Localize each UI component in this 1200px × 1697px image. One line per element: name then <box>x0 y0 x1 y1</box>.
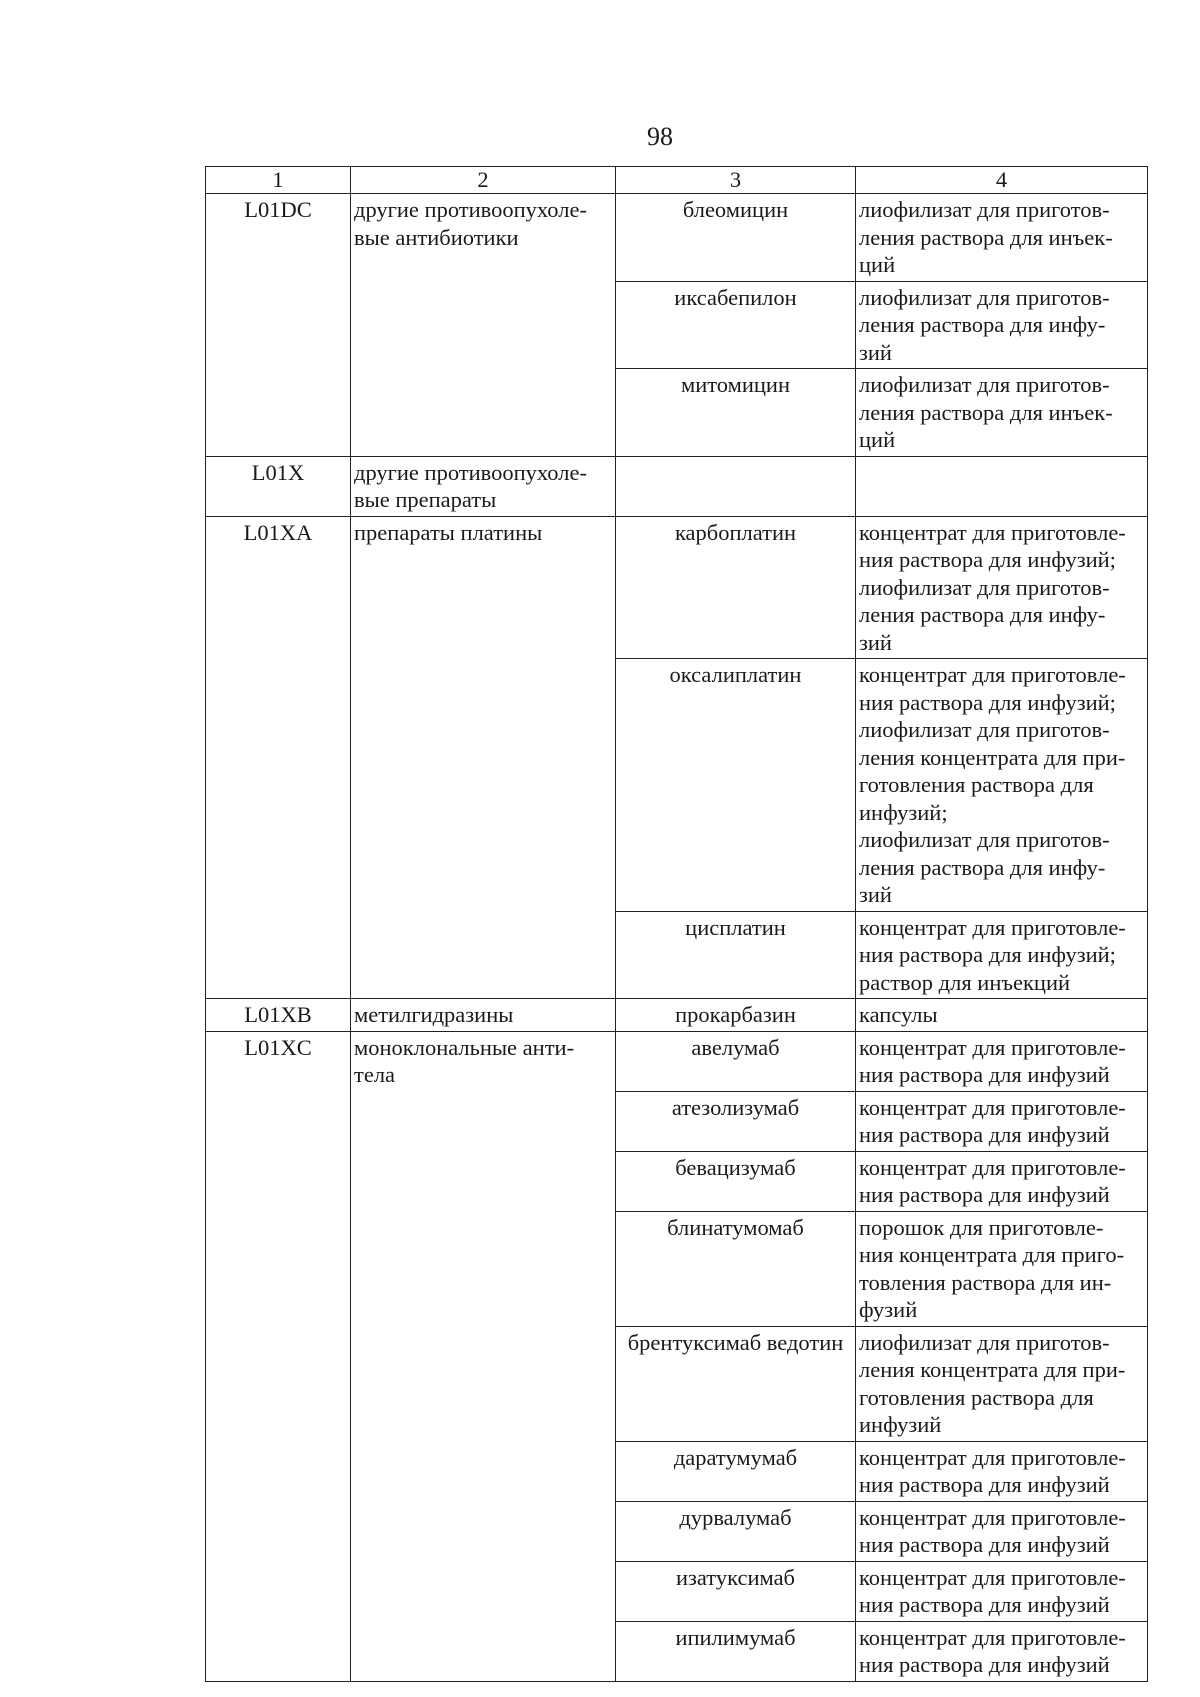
drug-name-cell: блинатумомаб <box>616 1211 856 1326</box>
dosage-form-cell <box>856 456 1148 516</box>
atc-code-cell: L01XB <box>206 999 351 1032</box>
header-row <box>206 167 1148 194</box>
drug-name-cell: иксабепилон <box>616 281 856 369</box>
dosage-form-cell: лиофилизат для приготов- ления концентрата для при- готовления раствора для инфузий <box>856 1326 1148 1441</box>
drug-name-cell: даратумумаб <box>616 1441 856 1501</box>
drug-name-cell: цисплатин <box>616 911 856 999</box>
atc-code-cell: L01XA <box>206 516 351 999</box>
dosage-form-cell: концентрат для приготовле- ния раствора для инфузий; раствор для инъекций <box>856 911 1148 999</box>
dosage-form-cell: концентрат для приготовле- ния раствора для инфузий <box>856 1561 1148 1621</box>
dosage-form-cell: концентрат для приготовле- ния раствора для инфузий <box>856 1441 1148 1501</box>
drug-name-cell: атезолизумаб <box>616 1091 856 1151</box>
dosage-form-cell: порошок для приготовле- ния концентрата для приго- товления раствора для ин- фузий <box>856 1211 1148 1326</box>
group-name-cell: моноклональные анти- тела <box>351 1031 616 1681</box>
column-header: 3 <box>616 167 856 194</box>
column-header: 2 <box>351 167 616 194</box>
group-name-cell: другие противоопухоле- вые препараты <box>351 456 616 516</box>
drug-name-cell: митомицин <box>616 369 856 457</box>
dosage-form-cell: концентрат для приготовле- ния раствора для инфузий <box>856 1091 1148 1151</box>
drug-name-cell: авелумаб <box>616 1031 856 1091</box>
atc-code-cell: L01DC <box>206 194 351 457</box>
drug-name-cell: дурвалумаб <box>616 1501 856 1561</box>
drug-name-cell: оксалиплатин <box>616 659 856 912</box>
dosage-form-cell: лиофилизат для приготов- ления раствора для инъек- ций <box>856 369 1148 457</box>
dosage-form-cell: лиофилизат для приготов- ления раствора для инъек- ций <box>856 194 1148 282</box>
dosage-form-cell: капсулы <box>856 999 1148 1032</box>
drug-name-cell: карбоплатин <box>616 516 856 659</box>
dosage-form-cell: концентрат для приготовле- ния раствора для инфузий <box>856 1621 1148 1681</box>
dosage-form-cell: концентрат для приготовле- ния раствора для инфузий; лиофилизат для приготов- ления концентрата для при- готовления раствора для инфузий; лиофилизат для приготов- ления раствора для инфу- зий <box>856 659 1148 912</box>
table-row <box>206 456 1148 516</box>
drug-name-cell: брентуксимаб ведотин <box>616 1326 856 1441</box>
dosage-form-cell: концентрат для приготовле- ния раствора для инфузий <box>856 1031 1148 1091</box>
drug-name-cell: изатуксимаб <box>616 1561 856 1621</box>
dosage-form-cell: лиофилизат для приготов- ления раствора для инфу- зий <box>856 281 1148 369</box>
group-name-cell: метилгидразины <box>351 999 616 1032</box>
dosage-form-cell: концентрат для приготовле- ния раствора для инфузий; лиофилизат для приготов- ления раствора для инфу- зий <box>856 516 1148 659</box>
drug-name-cell: ипилимумаб <box>616 1621 856 1681</box>
table-row <box>206 1031 1148 1091</box>
atc-code-cell: L01X <box>206 456 351 516</box>
column-header: 1 <box>206 167 351 194</box>
table-row <box>206 516 1148 659</box>
drug-name-cell: прокарбазин <box>616 999 856 1032</box>
drug-name-cell: бевацизумаб <box>616 1151 856 1211</box>
column-header: 4 <box>856 167 1148 194</box>
group-name-cell: препараты платины <box>351 516 616 999</box>
dosage-form-cell: концентрат для приготовле- ния раствора для инфузий <box>856 1501 1148 1561</box>
drug-table <box>205 166 1148 1682</box>
group-name-cell: другие противоопухоле- вые антибиотики <box>351 194 616 457</box>
drug-name-cell <box>616 456 856 516</box>
table-row <box>206 999 1148 1032</box>
drug-name-cell: блеомицин <box>616 194 856 282</box>
page-number: 98 <box>647 122 673 151</box>
table-row <box>206 194 1148 282</box>
atc-code-cell: L01XC <box>206 1031 351 1681</box>
dosage-form-cell: концентрат для приготовле- ния раствора для инфузий <box>856 1151 1148 1211</box>
